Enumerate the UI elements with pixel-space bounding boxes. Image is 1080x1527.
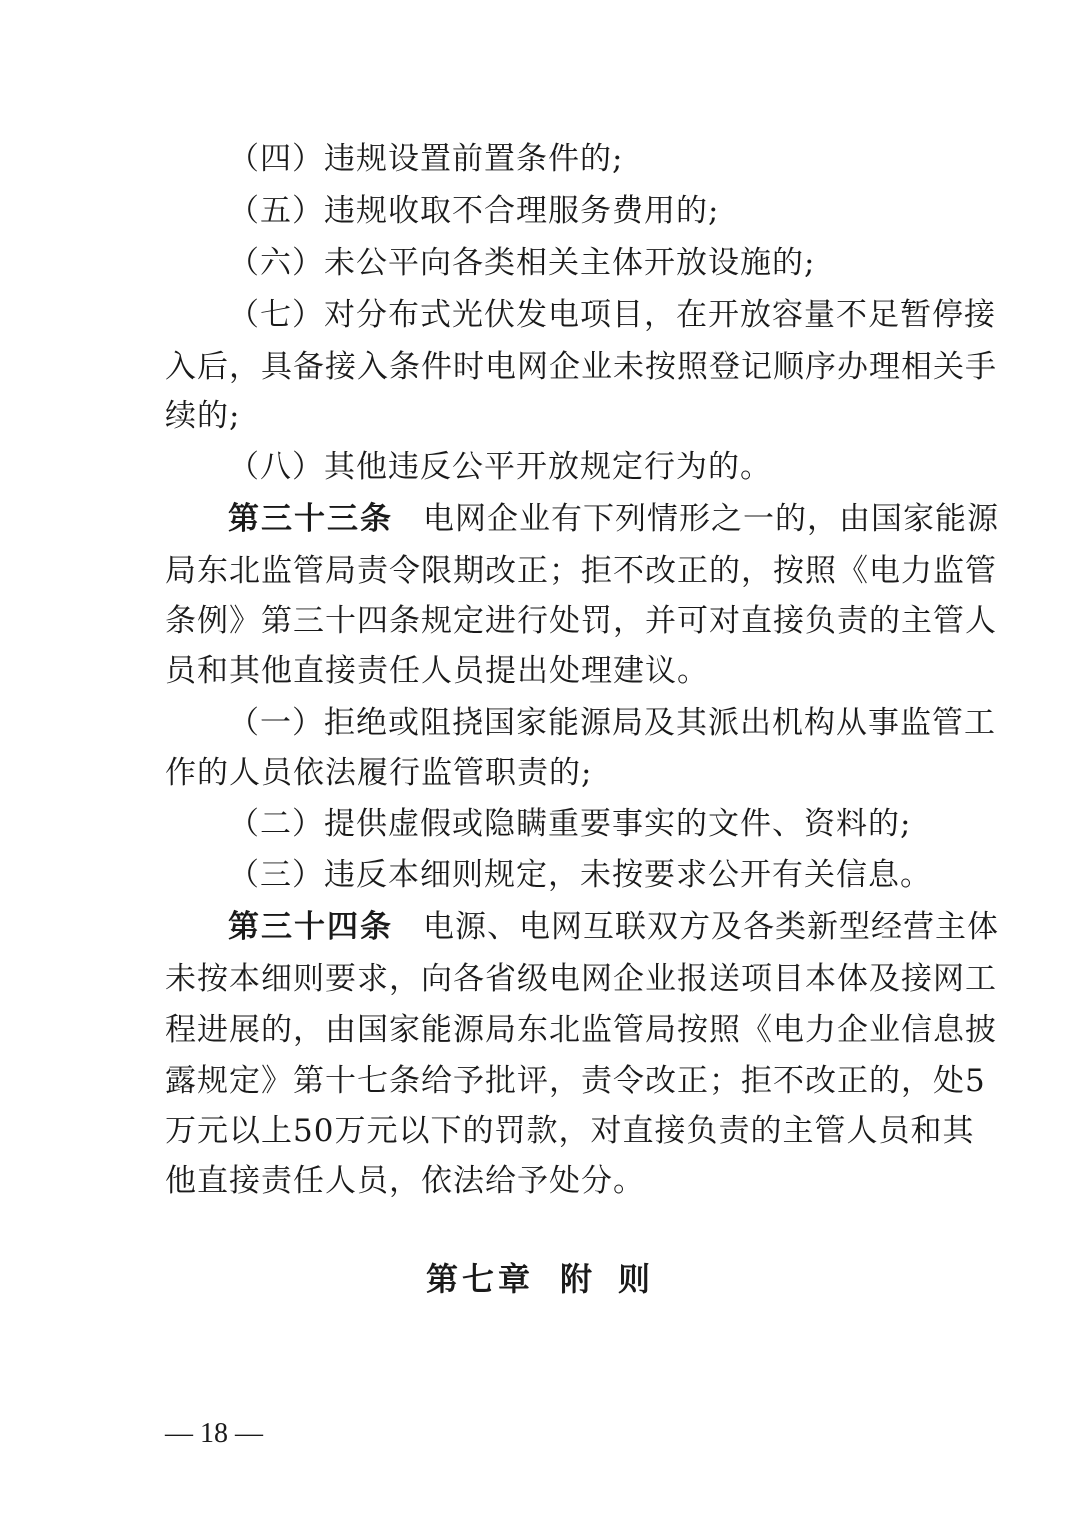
article-33-line-2: 局东北监管局责令限期改正；拒不改正的，按照《电力监管	[165, 553, 997, 589]
item-8: （八）其他违反公平开放规定行为的。	[228, 449, 772, 485]
item-6: （六）未公平向各类相关主体开放设施的;	[228, 245, 816, 281]
article-34-line-4: 露规定》第十七条给予批评，责令改正；拒不改正的，处5	[165, 1063, 986, 1099]
article-33-item-3: （三）违反本细则规定，未按要求公开有关信息。	[228, 857, 932, 893]
page-number-value: 18	[200, 1418, 228, 1449]
item-5: （五）违规收取不合理服务费用的;	[228, 193, 720, 229]
article-34-line-1: 电源、电网互联双方及各类新型经营主体	[423, 909, 999, 945]
article-34-line-6: 他直接责任人员，依法给予处分。	[165, 1163, 645, 1199]
chapter-title-char-1: 附	[559, 1260, 596, 1298]
chapter-number: 第七章	[425, 1260, 534, 1298]
page-number-dash-right: —	[235, 1418, 263, 1449]
article-34-first-line	[228, 907, 999, 947]
item-7-line-3: 续的;	[165, 398, 241, 434]
article-33-item-1-line-2: 作的人员依法履行监管职责的;	[165, 755, 593, 791]
article-34-heading: 第三十四条	[228, 909, 393, 945]
article-33-item-2: （二）提供虚假或隐瞒重要事实的文件、资料的;	[228, 806, 912, 842]
chapter-heading	[0, 1258, 1080, 1300]
article-33-first-line	[228, 499, 999, 539]
article-34-line-5: 万元以上50万元以下的罚款，对直接负责的主管人员和其	[165, 1113, 975, 1149]
article-33-heading: 第三十三条	[228, 501, 393, 537]
article-33-item-1-line-1: （一）拒绝或阻挠国家能源局及其派出机构从事监管工	[228, 705, 996, 741]
article-33-line-3: 条例》第三十四条规定进行处罚，并可对直接负责的主管人	[165, 603, 997, 639]
article-33-line-4: 员和其他直接责任人员提出处理建议。	[165, 653, 709, 689]
item-4: （四）违规设置前置条件的;	[228, 141, 624, 177]
item-7-line-1: （七）对分布式光伏发电项目，在开放容量不足暂停接	[228, 297, 996, 333]
page-number	[165, 1416, 263, 1452]
page-number-dash-left: —	[165, 1418, 193, 1449]
article-33-line-1: 电网企业有下列情形之一的，由国家能源	[423, 501, 999, 537]
article-34-line-3: 程进展的，由国家能源局东北监管局按照《电力企业信息披	[165, 1012, 997, 1048]
chapter-title-char-2: 则	[618, 1260, 655, 1298]
article-34-line-2: 未按本细则要求，向各省级电网企业报送项目本体及接网工	[165, 961, 997, 997]
item-7-line-2: 入后，具备接入条件时电网企业未按照登记顺序办理相关手	[165, 349, 997, 385]
